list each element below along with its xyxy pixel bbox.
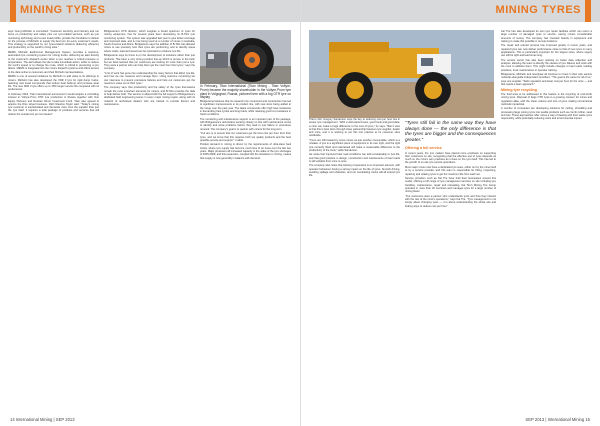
article-column-3 (200, 30, 291, 161)
paragraph: Product demand in mining is driven by the requirements of ultra-class haul trucks, where tyre supply has become much less of an issue over the last two years. Major producers all increased capacity in the wake of the tyre shortages of 2005-2008, and this expansion, coupled with the slowdown in mining, means that supply is now generally in balance with demand. (200, 143, 291, 160)
tyre-photo-illustration (200, 30, 291, 84)
paragraph: Kal Tire has also developed its own tyre repair facilities which can return a large number of damaged tyres to service, saving miners considerable amounts of money. The company has invested heavily in equipment and training to make this possible in remote locations. (501, 30, 592, 43)
header-accent-bar (585, 0, 591, 22)
paragraph: The monitoring and maintenance support is an important part of the package, with Bridgestone's technicians working closely on site with maintenance crews to identify and solve problems before they lead to tyre failure or premature removal. The company's goal is to partner with miners for the long term. (200, 117, 291, 131)
paragraph: Service providers such as Kal Tire have built their businesses around this model, offering a full range of tyre management services on site including tyre handling, maintenance, repair and retreading. Kal Tire's Mining Tire Group operates in more than 20 countries and manages tyres for a large number of mining fleets. (405, 177, 496, 194)
haul-truck-photo (309, 30, 494, 118)
section-title: MINING TYRES (495, 4, 581, 16)
section-header-band (0, 0, 300, 22)
page-footer: SEP 2013 | International Mining 15 (525, 417, 590, 422)
paragraph: MEMS, Michelin Earthmover Management System, provides a real-time, automated tyre monitoring system for mining trucks, delivering an alert directly to the customer's dispatch center when a tyre reaches a critical pressure or temperature. The alert allows the site to take immediate action, either to reduce the truck's speed or to change the route, which is critical in preventing a tyre failure. MEMS is integrated into the mine's dispatch systems and offers access to the data online to customers and their Michelin representatives. (8, 50, 99, 74)
section-header-band (301, 0, 600, 22)
paragraph: The company also notes that training of operators is an important element, with operator behaviour having a strong impact on the life of tyres. Smooth driving, avoiding spillage and obstacles, and not overloading trucks will all extend tyre life. (309, 164, 400, 178)
article-columns (309, 30, 593, 209)
section-title: MINING TYRES (20, 4, 106, 16)
paragraph: In February 2013, Titan International announced it would acquire a controlling interest in Voltyre-Prom OTR tyre production in Russia together with One Equity Partners and Russian Direct Investment Fund. Titan also agreed to acquire the Dico wheel business. CEO Maurice Taylor said: "Today's mining tyre customer is sophisticated and demands more from the supplier than just the tyre itself. It requires a total package of products and services that will reduce the overall cost per ton hauled." (8, 92, 99, 116)
subheading: Offering a full service (405, 146, 442, 151)
paragraph: "Tyres are still treated by some mines as just another consumable, which is a mistake. A tyre is a significant piece of equipment in its own right, and the right tyre correctly fitted and maintained will make a measurable difference to the productivity of the truck," adds Sanderson. (309, 138, 400, 152)
paragraph: Bridgestone says its focus is on the development of solutions rather than just products. "We have a very strong product line-up which is proven in the field, but we have learned that our customers are looking for more than just a tyre. They want a partner who can help them get the most from their tyres," says the company. (104, 54, 195, 71)
right-page (300, 0, 600, 426)
subheading: Mining tyre recycling (501, 87, 537, 92)
article-column-1 (8, 30, 99, 161)
paragraph: The repair and retread process has improved greatly in recent years, and repaired tyres can now deliver performance close to that of new tyres in many applications. This is particularly important for the largest sizes, where supply can still be tight and lead times long. (501, 44, 592, 58)
paragraph: says Young Michelin is committed: "Customer centricity and intimacy and our focus on productivity and safety plus our tyre-related services, such as tyre monitoring technology and a new tread profile, provide the foundation to deliver on the promise of Michelin to supply the best tyre for every customer's needs. This strategy is supported by our tyres-related solutions delivering efficiency and productivity on the world's mining sites." (8, 30, 99, 50)
paragraph: He notes that improved haul road conditions can add considerably to tyre life, and that good practice in design, construction and maintenance of haul roads is still variable from mine to mine. (309, 153, 400, 163)
paragraph: "Our customers want a partner who understands tyres and how they interact with the rest of the mine's operations," says Kal Tire. "Tyre management is not simply about changing tyres — it is about understanding the whole site and finding ways to reduce cost per hour." (405, 194, 496, 208)
paragraph: The final area to be addressed in this feature is the recycling of end-of-life mining tyres. Disposal of large OTR tyres is a growing concern for mines and regulators alike, with the sheer volume and size of tyres making conventional methods impractical. (501, 93, 592, 106)
paragraph: MEMS is one of several initiatives by Michelin to add value to its offerings to miners. Michelin has also developed the XDR 3 tyre for rigid dump trucks, featuring new tread compounds that reduce heat build-up and increase wear life. The new XDR 3 tyre offers up to 15% longer service life compared with its predecessor. (8, 75, 99, 92)
paragraph: Bridgestone believes that its research into compound and construction has led to significant improvements in its product line, with new sizes being added to the range over the past year. The latest compounds offer high heat resistance in demanding haul cycles and long hauls, while retaining good cut resistance in harsh conditions. (200, 100, 291, 117)
article-column-3 (501, 30, 592, 209)
paragraph: "A lot of work has gone into understanding the many factors that affect tyre life, and how we can measure and manage them. Using real-time monitoring we can intervene to prevent premature failures and help our customers get the maximum value out of their tyres." (104, 71, 195, 85)
paragraph: "Our aim is to ensure that our customers get the best cost per hour from their tyres, and we know that this requires both top quality products and the best possible service and support," it adds. (200, 132, 291, 142)
paragraph: Bridgestone, Michelin and Goodyear all continue to invest in their own service networks alongside independent providers. "The goal is the same for all of us," says one supplier. "Safer operation and lower cost per hour for the mine — and that needs a team approach." (501, 73, 592, 87)
paragraph: Bridgestone's OTR division, which supplies a broad spectrum of tyres for mining equipment, has for several years been developing its B-TAG tyre monitoring system. The system was upgraded last year to give better coverage and improved data, and is now being used at a number of mines in Australia, South America and Africa. Bridgestone says the addition of B-TAG has allowed mines to see precisely how their tyres are performing, and to identify areas where roads, load and speed can be optimised to enhance tyre life. (104, 30, 195, 53)
tyre-photo (200, 30, 291, 84)
paragraph: The company says that productivity and the safety of the tyres themselves remain the most important elements for miners, and B-TAG provides the data to help deliver both. The service is offered with the full support of Bridgestone's dedicated field engineering teams in every major mining region, along with its network of authorised dealers who are trained to provide fitment and maintenance. (104, 86, 195, 106)
pull-quote: "Tyres still fail in the same way they have always done — the only difference is that the tyres are bigger and the consequences greater." (405, 121, 496, 143)
paragraph: Most major mines now have a dedicated tyre team, either run by the mine itself or by a service provider, and this team is responsible for fitting, inspecting, repairing and rotating tyres to get the maximum life from each set. (405, 165, 496, 176)
article-column-2 (104, 30, 195, 161)
article-columns (8, 30, 292, 161)
paragraph: In recent years, the tyre makers have placed more emphasis on supporting their customers on site, recognising that the effective use of tyres depends as much on the mine's own practices as it does on the tyre itself. This has led to the growth of on-site tyre service operations. (405, 151, 496, 165)
paragraph: The service sector has also been working on better data collection and analysis, allowing the team to identify the causes of tyre failures and work with the mine to address them. This might include changes to haul roads, loading practices, truck maintenance or operator training. (501, 58, 592, 72)
paragraph: Titan's GM, Gregory Sanderson says the key to reducing cost per hour lies in proper tyre management. "With a well-trained team, good tools and good data, a mine can make a huge difference to the cost of tyres," he says. Titan's view is that this is best done through close partnership between tyre supplier, dealer and mine, and it is working to put this into practice at its customer sites worldwide. (309, 118, 400, 138)
paragraph: A number of companies are developing solutions for cutting, shredding and processing large mining tyres into usable products such as crumb rubber, steel and fuel. These approaches offer mines a way of dealing with their waste tyres responsibly, while potentially reducing costs and environmental impact. (501, 107, 592, 121)
page-footer: 14 International Mining | SEP 2013 (10, 417, 75, 422)
header-accent-bar (10, 0, 16, 22)
article-column-1 (309, 30, 400, 209)
photo-caption: In February, Titan International (Titan Mining - Titan Voltyre-Prom) became the majority shareholder in the Voltyre-Prom tyre plant in Volgograd, Russia, pictured here with a big OTR tyre on display (200, 84, 291, 100)
haul-truck-illustration (309, 30, 494, 118)
